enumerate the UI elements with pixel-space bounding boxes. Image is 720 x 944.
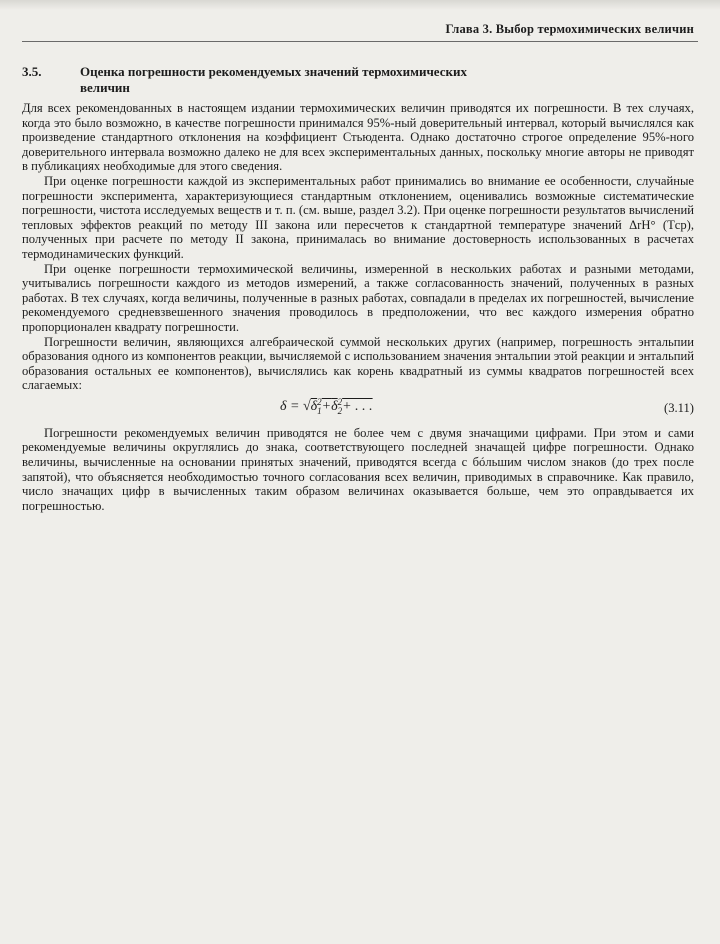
formula-tail: + . . .	[342, 399, 373, 415]
term2-sub: 2	[337, 405, 343, 416]
paragraph-intro: Для всех рекомендованных в настоящем издании термохимических величин приводятся их погрешности. В тех случаях, когда это было возможно, в качестве погрешности принимался 95%-ный доверительный интервал, который вычислялся как произведение стандартного отклонения на коэффициент Стьюдента. Однако достаточно строгое определение 95%-ного доверительного интервала возможно далеко не для всех экспериментальных данных, поскольку многие авторы не приводят в публикациях необходимые для этого сведения.	[22, 101, 694, 174]
term1-sup: 2	[317, 396, 322, 407]
paragraph-experimental-errors: При оценке погрешности каждой из экспериментальных работ принимались во внимание ее особенности, случайные погрешности эксперимента, характеризующиеся стандартным отклонением, оценивались возможные систематические погрешности, чистота исследуемых веществ и т. п. (см. выше, раздел 3.2). При оценке погрешности результатов вычислений тепловых эффектов реакций по методу III закона или пересчетов к стандартной температуре значений ΔrH° (Tср), полученных при расчете по методу II закона, принималась во внимание достоверность использованных в расчетах термодинамических функций.	[22, 173, 694, 261]
paragraph-significant-digits: Погрешности рекомендуемых величин приводятся не более чем с двумя значащими цифрами. При этом и сами рекомендуемые величины округлялись до знака, соответствующего последней значащей цифре погрешности. Однако величины, вычисленные на основании принятых значений, приводятся всегда с бóльшим числом знаков (до трех после запятой), что объясняется необходимостью точного согласования всех величин, приводимых в справочнике. Как правило, число значащих цифр в вычисленных таким образом величинах оказывается больше, чем это оправдывается их погрешностью.	[22, 425, 694, 513]
section-title: Оценка погрешности рекомендуемых значений термохимических величин	[80, 64, 467, 95]
running-header: Глава 3. Выбор термохимических величин	[445, 22, 694, 36]
section-number: 3.5.	[22, 64, 42, 79]
paragraph-algebraic-sum: Погрешности величин, являющихся алгебраической суммой нескольких других (например, погрешность энтальпии образования одного из компонентов реакции, вычисляемой с использованием значения энтальпии этой реакции и энтальпий образования остальных ее компонентов), вычислялись как корень квадратный из суммы квадратов погрешностей всех слагаемых:	[22, 334, 694, 393]
body-text	[22, 101, 694, 513]
header-rule	[22, 41, 698, 42]
scan-edge-shade	[0, 0, 720, 10]
term1-base: δ	[310, 399, 318, 415]
formula-3-11	[280, 398, 373, 416]
formula-number: (3.11)	[664, 400, 694, 415]
term2-base: δ	[331, 399, 338, 415]
sqrt-sign: √	[302, 399, 311, 415]
term1-sub: 1	[317, 405, 322, 416]
formula-equals: =	[290, 399, 300, 415]
formula-lhs: δ	[280, 399, 287, 415]
paragraph-multiple-works: При оценке погрешности термохимической величины, измеренной в нескольких работах и разными методами, учитывались погрешности каждого из методов измерений, а также согласованность значений, полученных в разных работах. В тех случаях, когда величины, полученные в разных работах, совпадали в пределах их погрешностей, вычисление рекомендуемого средневзвешенного значения проводилось в предположении, что вес каждого измерения обратно пропорционален квадрату погрешности.	[22, 261, 694, 334]
formula-plus: +	[321, 399, 332, 415]
term2-sup: 2	[337, 396, 343, 407]
sqrt-radicand	[310, 396, 373, 416]
formula-row	[22, 396, 694, 424]
